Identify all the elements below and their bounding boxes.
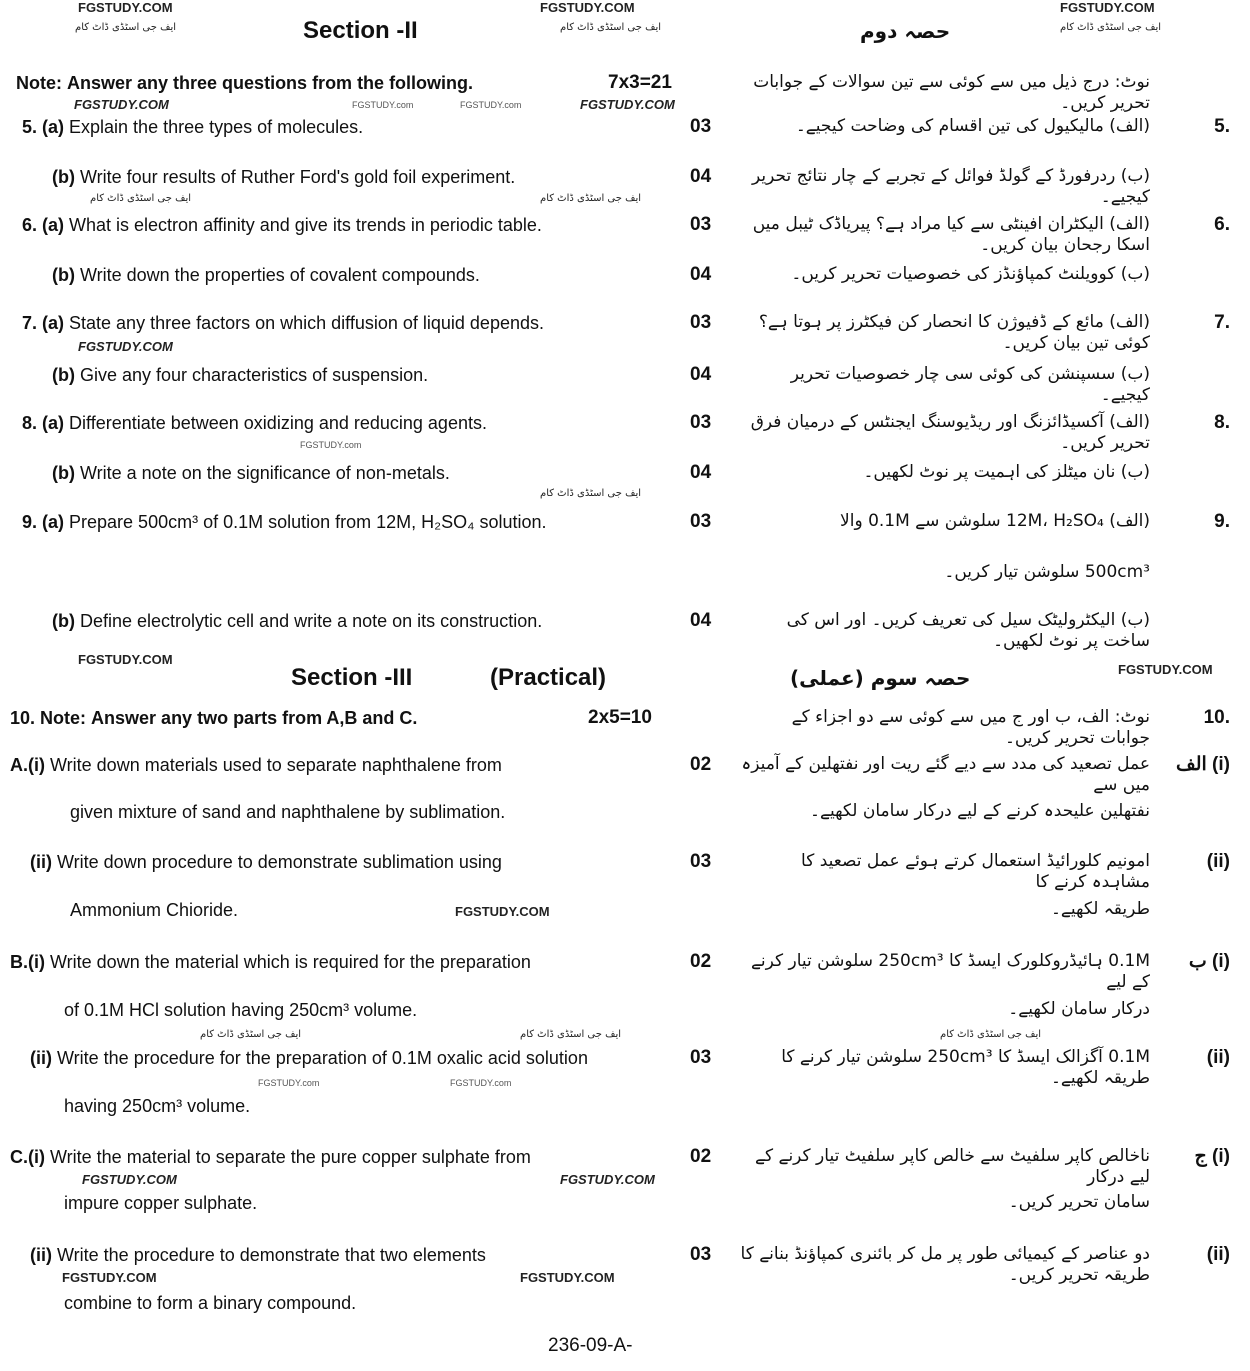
question-text: Prepare 500cm³ of 0.1M solution from 12M, H₂SO₄ solution. xyxy=(69,512,547,532)
watermark: FGSTUDY.COM xyxy=(1060,0,1155,15)
watermark-urdu: ایف جی اسٹڈی ڈاٹ کام xyxy=(540,193,642,204)
watermark-urdu: ایف جی اسٹڈی ڈاٹ کام xyxy=(940,1029,1042,1040)
watermark: FGSTUDY.COM xyxy=(540,0,635,15)
question-number: (b) xyxy=(52,611,75,631)
question-number: C.(i) xyxy=(10,1147,45,1167)
question-text: combine to form a binary compound. xyxy=(64,1293,357,1313)
question-text-urdu: (الف) 12M، H₂SO₄ سلوشن سے 0.1M والا xyxy=(840,511,1150,531)
marks: 03 xyxy=(690,1244,712,1265)
marks: 03 xyxy=(690,1047,712,1068)
watermark: FGSTUDY.COM xyxy=(560,1172,655,1187)
marks: 02 xyxy=(690,754,712,775)
question-number: (ii) xyxy=(30,852,52,872)
watermark: FGSTUDY.COM xyxy=(520,1270,615,1285)
question-text: having 250cm³ volume. xyxy=(64,1096,251,1116)
question-text-english xyxy=(64,1292,684,1314)
question-text: Write down the properties of covalent compounds. xyxy=(79,265,480,285)
question-text: Answer any three questions from the following. xyxy=(67,73,474,93)
marks: 02 xyxy=(690,1146,712,1167)
watermark: FGSTUDY.COM xyxy=(455,904,550,919)
marks: 04 xyxy=(690,462,712,483)
question-number: 5. (a) xyxy=(22,117,65,137)
watermark-urdu: ایف جی اسٹڈی ڈاٹ کام xyxy=(560,22,662,33)
watermark: FGSTUDY.com xyxy=(450,1078,512,1088)
question-number: 7. (a) xyxy=(22,313,65,333)
urdu-question-number: الف (i) xyxy=(1176,754,1230,775)
question-text-english xyxy=(64,999,684,1021)
watermark: FGSTUDY.com xyxy=(460,100,522,110)
question-text-urdu: (ب) الیکٹرولیٹک سیل کی تعریف کریں۔ اور اس کی ساخت پر نوٹ لکھیں۔ xyxy=(786,610,1150,651)
watermark-urdu: ایف جی اسٹڈی ڈاٹ کام xyxy=(540,488,642,499)
question-text-english xyxy=(70,899,684,921)
watermark: FGSTUDY.COM xyxy=(78,652,173,667)
question-number: Note: xyxy=(16,73,62,93)
question-text: Give any four characteristics of suspension. xyxy=(79,365,429,385)
question-text: What is electron affinity and give its trends in periodic table. xyxy=(69,215,542,235)
question-text-urdu: (ب) ردرفورڈ کے گولڈ فوائل کے تجربے کے چار نتائج تحریر کیجیے۔ xyxy=(752,166,1150,207)
marks: 03 xyxy=(690,116,712,137)
urdu-question-number: (ii) xyxy=(1206,1244,1230,1265)
question-number: A.(i) xyxy=(10,755,45,775)
question-text-urdu: 0.1M ہائیڈروکلورک ایسڈ کا 250cm³ سلوشن تیار کرنے کے لیے xyxy=(750,951,1150,992)
watermark-urdu: ایف جی اسٹڈی ڈاٹ کام xyxy=(200,1029,302,1040)
question-text-urdu: طریقہ لکھیے۔ xyxy=(1050,899,1150,919)
question-text-english xyxy=(30,1244,684,1266)
marks: 03 xyxy=(690,511,712,532)
section-ii-urdu-title: حصہ دوم xyxy=(860,19,951,43)
question-text: Differentiate between oxidizing and reducing agents. xyxy=(69,413,487,433)
question-text-english xyxy=(22,116,684,138)
question-text: Write the procedure to demonstrate that two elements xyxy=(57,1245,486,1265)
question-text: Answer any two parts from A,B and C. xyxy=(91,708,418,728)
watermark-urdu: ایف جی اسٹڈی ڈاٹ کام xyxy=(90,193,192,204)
question-text-urdu: نوٹ: درج ذیل میں سے کوئی سے تین سوالات کے جوابات تحریر کریں۔ xyxy=(753,72,1150,113)
question-text-english xyxy=(64,1095,684,1117)
watermark: FGSTUDY.COM xyxy=(78,339,173,354)
question-text-english xyxy=(30,1047,684,1069)
question-text-urdu: دو عناصر کے کیمیائی طور پر مل کر بائنری کمپاؤنڈ بنانے کا طریقہ تحریر کریں۔ xyxy=(740,1244,1150,1285)
question-text-english xyxy=(64,1192,684,1214)
marks: 2x5=10 xyxy=(588,707,652,728)
marks: 04 xyxy=(690,166,712,187)
question-text: Write down the material which is required for the preparation xyxy=(50,952,531,972)
question-text-urdu: (ب) کوویلنٹ کمپاؤنڈز کی خصوصیات تحریر کریں۔ xyxy=(791,264,1150,284)
question-text-urdu: 0.1M آگزالک ایسڈ کا 250cm³ سلوشن تیار کرنے کا طریقہ لکھیے۔ xyxy=(781,1047,1150,1088)
question-text-english xyxy=(52,610,684,632)
question-text-urdu: 500cm³ سلوشن تیار کریں۔ xyxy=(944,562,1150,582)
watermark: FGSTUDY.com xyxy=(300,440,362,450)
question-number: B.(i) xyxy=(10,952,45,972)
question-number: (b) xyxy=(52,167,75,187)
watermark: FGSTUDY.com xyxy=(258,1078,320,1088)
question-text-english xyxy=(10,707,578,729)
question-number: 6. (a) xyxy=(22,215,65,235)
question-text: Ammonium Chioride. xyxy=(70,900,239,920)
question-number: (b) xyxy=(52,365,75,385)
question-text-english xyxy=(10,1146,684,1168)
question-number: 9. (a) xyxy=(22,512,65,532)
urdu-question-number: 5. xyxy=(1214,116,1230,137)
question-number: (ii) xyxy=(30,1048,52,1068)
question-text-english xyxy=(52,462,684,484)
question-text: given mixture of sand and naphthalene by sublimation. xyxy=(70,802,506,822)
question-text: impure copper sulphate. xyxy=(64,1193,258,1213)
section-iii-title: Section -III xyxy=(291,664,413,691)
question-text-urdu: نفتھلین علیحدہ کرنے کے لیے درکار سامان لکھیے۔ xyxy=(810,801,1150,821)
urdu-question-number: ب (i) xyxy=(1188,951,1230,972)
question-number: 8. (a) xyxy=(22,413,65,433)
watermark: FGSTUDY.COM xyxy=(580,97,675,112)
urdu-question-number: ج (i) xyxy=(1194,1146,1230,1167)
urdu-question-number: (ii) xyxy=(1206,851,1230,872)
question-number: 10. Note: xyxy=(10,708,87,728)
question-text-urdu: درکار سامان لکھیے۔ xyxy=(1008,999,1150,1019)
question-text: Define electrolytic cell and write a note on its construction. xyxy=(79,611,543,631)
question-text: Write the procedure for the preparation of 0.1M oxalic acid solution xyxy=(57,1048,588,1068)
marks: 03 xyxy=(690,851,712,872)
question-text-english xyxy=(22,214,684,236)
urdu-question-number: (ii) xyxy=(1206,1047,1230,1068)
question-text-english xyxy=(10,951,684,973)
marks: 04 xyxy=(690,364,712,385)
urdu-question-number: 8. xyxy=(1214,412,1230,433)
question-number: (b) xyxy=(52,463,75,483)
question-text-urdu: (ب) سسپنشن کی کوئی سی چار خصوصیات تحریر کیجیے۔ xyxy=(790,364,1150,405)
watermark-urdu: ایف جی اسٹڈی ڈاٹ کام xyxy=(1060,22,1162,33)
question-text: Write a note on the significance of non-metals. xyxy=(79,463,450,483)
watermark: FGSTUDY.COM xyxy=(74,97,169,112)
question-text-urdu: عمل تصعید کی مدد سے دیے گئے ریت اور نفتھلین کے آمیزہ میں سے xyxy=(741,754,1150,795)
question-text: Write down procedure to demonstrate sublimation using xyxy=(57,852,502,872)
question-number: (b) xyxy=(52,265,75,285)
urdu-question-number: 10. xyxy=(1203,707,1230,728)
question-text-english xyxy=(22,412,684,434)
question-text-urdu: امونیم کلورائیڈ استعمال کرتے ہوئے عمل تصعید کا مشاہدہ کرنے کا xyxy=(801,851,1150,892)
question-text: Explain the three types of molecules. xyxy=(69,117,364,137)
question-text: State any three factors on which diffusion of liquid depends. xyxy=(69,313,544,333)
watermark: FGSTUDY.COM xyxy=(62,1270,157,1285)
marks: 04 xyxy=(690,264,712,285)
watermark: FGSTUDY.COM xyxy=(1118,662,1213,677)
question-text-english xyxy=(70,801,684,823)
section-iii-subtitle: (Practical) xyxy=(490,664,607,691)
question-text-english xyxy=(22,511,684,533)
question-text-urdu: (الف) الیکٹران افینٹی سے کیا مراد ہے؟ پیریاڈک ٹیبل میں اسکا رجحان بیان کریں۔ xyxy=(752,214,1150,255)
section-ii-title: Section -II xyxy=(303,17,418,44)
question-text-english xyxy=(52,264,684,286)
question-text: Write the material to separate the pure copper sulphate from xyxy=(50,1147,531,1167)
question-text-urdu: ناخالص کاپر سلفیٹ سے خالص کاپر سلفیٹ تیار کرنے کے لیے درکار xyxy=(755,1146,1150,1187)
question-text-english xyxy=(22,312,684,334)
watermark: FGSTUDY.com xyxy=(352,100,414,110)
question-text-english xyxy=(52,364,684,386)
question-text-urdu: (الف) مائع کے ڈفیوژن کا انحصار کن فیکٹرز پر ہوتا ہے؟ کوئی تین بیان کریں۔ xyxy=(758,312,1150,353)
marks: 02 xyxy=(690,951,712,972)
question-text-urdu: (ب) نان میٹلز کی اہمیت پر نوٹ لکھیں۔ xyxy=(863,462,1150,482)
marks: 03 xyxy=(690,214,712,235)
paper-code: 236-09-A- xyxy=(548,1335,633,1356)
watermark-urdu: ایف جی اسٹڈی ڈاٹ کام xyxy=(75,22,177,33)
question-text-urdu: نوٹ: الف، ب اور ج میں سے کوئی سے دو اجزاء کے جوابات تحریر کریں۔ xyxy=(791,707,1150,748)
urdu-question-number: 9. xyxy=(1214,511,1230,532)
marks: 7x3=21 xyxy=(608,72,672,93)
watermark-urdu: ایف جی اسٹڈی ڈاٹ کام xyxy=(520,1029,622,1040)
question-text-english xyxy=(30,851,684,873)
watermark: FGSTUDY.COM xyxy=(82,1172,177,1187)
section-iii-urdu-title: حصہ سوم (عملی) xyxy=(790,666,971,690)
question-text: Write down materials used to separate naphthalene from xyxy=(50,755,502,775)
urdu-question-number: 6. xyxy=(1214,214,1230,235)
question-text-english xyxy=(10,754,684,776)
question-text-english xyxy=(16,72,600,94)
marks: 03 xyxy=(690,412,712,433)
question-text-english xyxy=(52,166,684,188)
marks: 03 xyxy=(690,312,712,333)
question-text-urdu: (الف) آکسیڈائزنگ اور ریڈیوسنگ ایجنٹس کے درمیان فرق تحریر کریں۔ xyxy=(750,412,1150,453)
marks: 04 xyxy=(690,610,712,631)
question-text-urdu: (الف) مالیکیول کی تین اقسام کی وضاحت کیجیے۔ xyxy=(795,116,1150,136)
watermark: FGSTUDY.COM xyxy=(78,0,173,15)
question-text: Write four results of Ruther Ford's gold foil experiment. xyxy=(79,167,516,187)
question-text: of 0.1M HCl solution having 250cm³ volume. xyxy=(64,1000,418,1020)
question-text-urdu: سامان تحریر کریں۔ xyxy=(1008,1192,1150,1212)
question-number: (ii) xyxy=(30,1245,52,1265)
urdu-question-number: 7. xyxy=(1214,312,1230,333)
